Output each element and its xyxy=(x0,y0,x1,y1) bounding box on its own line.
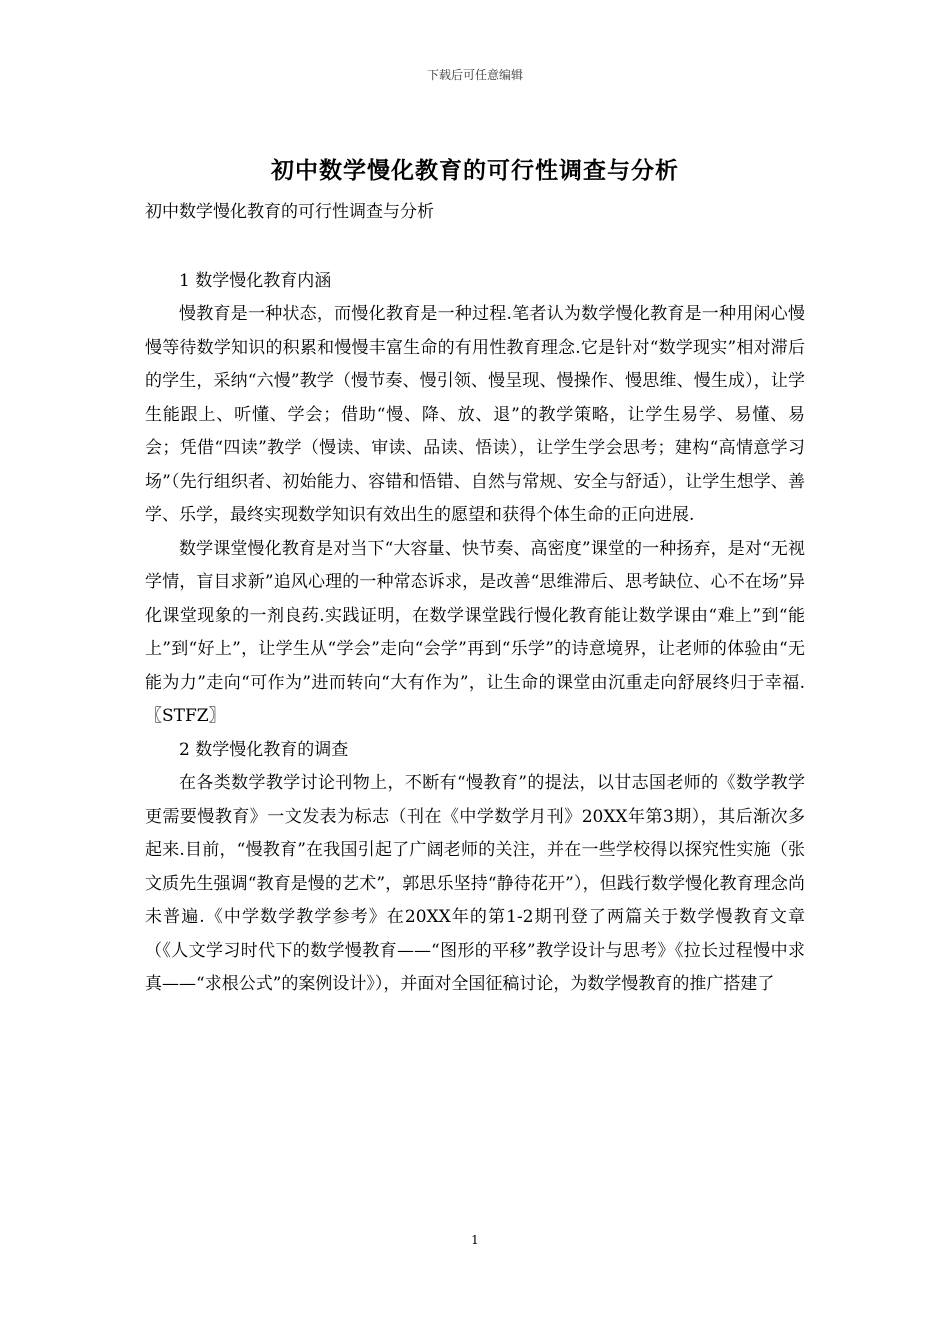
section-heading-1: 1 数学慢化教育内涵 xyxy=(179,270,332,291)
paragraph-2: 数学课堂慢化教育是对当下“大容量、快节奏、高密度”课堂的一种扬弃，是对“无视学情，盲目求新”追风心理的一种常态诉求，是改善“思维滞后、思考缺位、心不在场”异化课堂现象的一剂良药.实践证明，在数学课堂践行慢化教育能让数学课由“难上”到“能上”到“好上”，让学生从“学会”走向“会学”再到“乐学”的诗意境界，让老师的体验由“无能为力”走向“可作为”进而转向“大有作为”，让生命的课堂由沉重走向舒展终归于幸福.〖STFZ〗 xyxy=(145,538,805,726)
page-number: 1 xyxy=(471,1233,479,1247)
document-subtitle: 初中数学慢化教育的可行性调查与分析 xyxy=(145,202,434,222)
section-heading-2: 2 数学慢化教育的调查 xyxy=(179,739,349,760)
paragraph-3: 在各类数学教学讨论刊物上，不断有“慢教育”的提法，以甘志国老师的《数学教学更需要慢教育》一文发表为标志（刊在《中学数学月刊》20XX年第3期），其后渐次多起来.目前，“慢教育”在我国引起了广阔老师的关注，并在一些学校得以探究性实施（张文质先生强调“教育是慢的艺术”，郭思乐坚持“静待花开”），但践行数学慢化教育理念尚未普遍.《中学数学教学参考》在20XX年的第1-2期刊登了两篇关于数学慢教育文章（《人文学习时代下的数学慢教育——“图形的平移”教学设计与思考》《拉长过程慢中求真——“求根公式”的案例设计》），并面对全国征稿讨论，为数学慢教育的推广搭建了 xyxy=(145,773,805,994)
document-title: 初中数学慢化教育的可行性调查与分析 xyxy=(271,158,679,184)
document-body xyxy=(145,196,805,1002)
page-header: 下载后可任意编辑 xyxy=(426,68,523,82)
paragraph-1: 慢教育是一种状态，而慢化教育是一种过程.笔者认为数学慢化教育是一种用闲心慢慢等待数学知识的积累和慢慢丰富生命的有用性教育理念.它是针对“数学现实”相对滞后的学生，采纳“六慢”教学（慢节奏、慢引领、慢呈现、慢操作、慢思维、慢生成），让学生能跟上、听懂、学会；借助“慢、降、放、退”的教学策略，让学生易学、易懂、易会；凭借“四读”教学（慢读、审读、品读、悟读），让学生学会思考；建构“高情意学习场”（先行组织者、初始能力、容错和悟错、自然与常规、安全与舒适），让学生想学、善学、乐学，最终实现数学知识有效出生的愿望和获得个体生命的正向进展. xyxy=(145,304,805,525)
